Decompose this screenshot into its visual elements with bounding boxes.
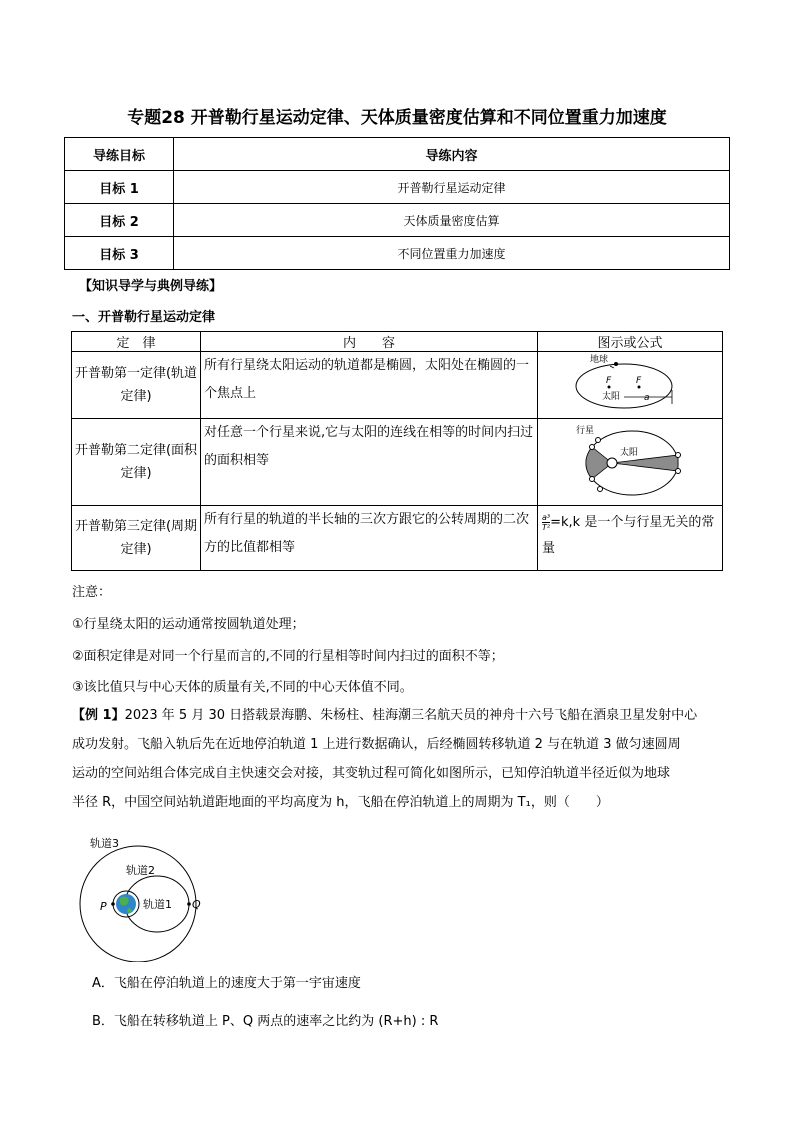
law-content: 所有行星的轨道的半长轴的三次方跟它的公转周期的二次方的比值都相等	[201, 506, 538, 571]
goal-table	[64, 137, 730, 270]
example-line: 成功发射。飞船入轨后先在近地停泊轨道 1 上进行数据确认，后经椭圆转移轨道 2 与在轨道 3 做匀速圆周	[72, 737, 681, 752]
note-item: ②面积定律是对同一个行星而言的,不同的行星相等时间内扫过的面积不等；	[72, 649, 504, 664]
goal-row	[65, 171, 730, 204]
orbit-transfer-diagram	[70, 834, 210, 962]
law-header-cell: 定 律	[72, 332, 201, 352]
formula-numerator: a³	[542, 513, 551, 522]
earth-label: 地球	[590, 355, 609, 365]
orbit-3-label: 轨道3	[90, 837, 119, 850]
example-label: 【例 1】	[72, 708, 125, 723]
law-name: 开普勒第一定律(轨道定律)	[72, 352, 201, 419]
goal-cell: 目标 1	[65, 171, 174, 204]
orbit-2-label: 轨道2	[126, 864, 155, 877]
law-formula-cell	[538, 506, 723, 571]
sun-label: 太阳	[602, 392, 621, 402]
area-law-diagram	[540, 419, 720, 501]
goal-cell: 不同位置重力加速度	[174, 237, 730, 270]
sun-label: 太阳	[620, 448, 639, 458]
example-line: 半径 R，中国空间站轨道距地面的平均高度为 h，飞船在停泊轨道上的周期为 T₁，则（ ）	[72, 795, 609, 810]
page-title: 专题28 开普勒行星运动定律、天体质量密度估算和不同位置重力加速度	[127, 108, 667, 128]
section-one-heading: 一、开普勒行星运动定律	[72, 310, 216, 325]
goal-cell: 目标 2	[65, 204, 174, 237]
focus-label: F	[636, 376, 642, 386]
goal-row	[65, 237, 730, 270]
law-header-cell: 内 容	[201, 332, 538, 352]
point-q-label: Q	[192, 898, 201, 911]
planet-label: 行星	[576, 426, 595, 436]
goal-header-cell: 导练目标	[65, 138, 174, 171]
law-table-header	[72, 332, 723, 352]
example-text	[72, 701, 732, 817]
example-line: 运动的空间站组合体完成自主快速交会对接，其变轨过程可简化如图所示，已知停泊轨道半径近似为地球	[72, 766, 671, 781]
law-row	[72, 506, 723, 571]
law-name: 开普勒第二定律(面积定律)	[72, 419, 201, 506]
law-content: 所有行星绕太阳运动的轨道都是椭圆，太阳处在椭圆的一个焦点上	[201, 352, 538, 419]
law-row	[72, 352, 723, 419]
ellipse-orbit-diagram	[540, 352, 720, 414]
goal-header-cell: 导练内容	[174, 138, 730, 171]
point-p-label: P	[100, 900, 107, 913]
semi-major-axis-label: a	[644, 393, 650, 403]
example-line: 2023 年 5 月 30 日搭载景海鹏、朱杨柱、桂海潮三名航天员的神舟十六号飞船在酒泉卫星发射中心	[124, 708, 698, 723]
goal-cell: 天体质量密度估算	[174, 204, 730, 237]
option-b[interactable]: B．飞船在转移轨道上 P、Q 两点的速率之比约为 (R+h) : R	[92, 1014, 439, 1029]
section-guide-heading: 【知识导学与典例导练】	[79, 279, 223, 294]
focus-label: F	[606, 376, 612, 386]
formula-description: =k,k 是一个与行星无关的常量	[542, 515, 715, 556]
law-header-cell: 图示或公式	[538, 332, 723, 352]
law-row	[72, 419, 723, 506]
kepler-law-table	[71, 331, 723, 571]
law-name: 开普勒第三定律(周期定律)	[72, 506, 201, 571]
orbit-1-label: 轨道1	[143, 898, 172, 911]
law-figure-cell	[538, 419, 723, 506]
formula-denominator: T²	[542, 523, 551, 532]
note-item: ①行星绕太阳的运动通常按圆轨道处理；	[72, 617, 305, 632]
goal-table-header	[65, 138, 730, 171]
goal-cell: 开普勒行星运动定律	[174, 171, 730, 204]
sun-icon	[607, 458, 617, 468]
kepler-third-formula	[542, 513, 550, 532]
law-content: 对任意一个行星来说,它与太阳的连线在相等的时间内扫过的面积相等	[201, 419, 538, 506]
notes-title: 注意：	[72, 585, 112, 600]
goal-row	[65, 204, 730, 237]
goal-cell: 目标 3	[65, 237, 174, 270]
note-item: ③该比值只与中心天体的质量有关,不同的中心天体值不同。	[72, 680, 413, 695]
option-a[interactable]: A．飞船在停泊轨道上的速度大于第一宇宙速度	[92, 976, 361, 991]
law-figure-cell	[538, 352, 723, 419]
